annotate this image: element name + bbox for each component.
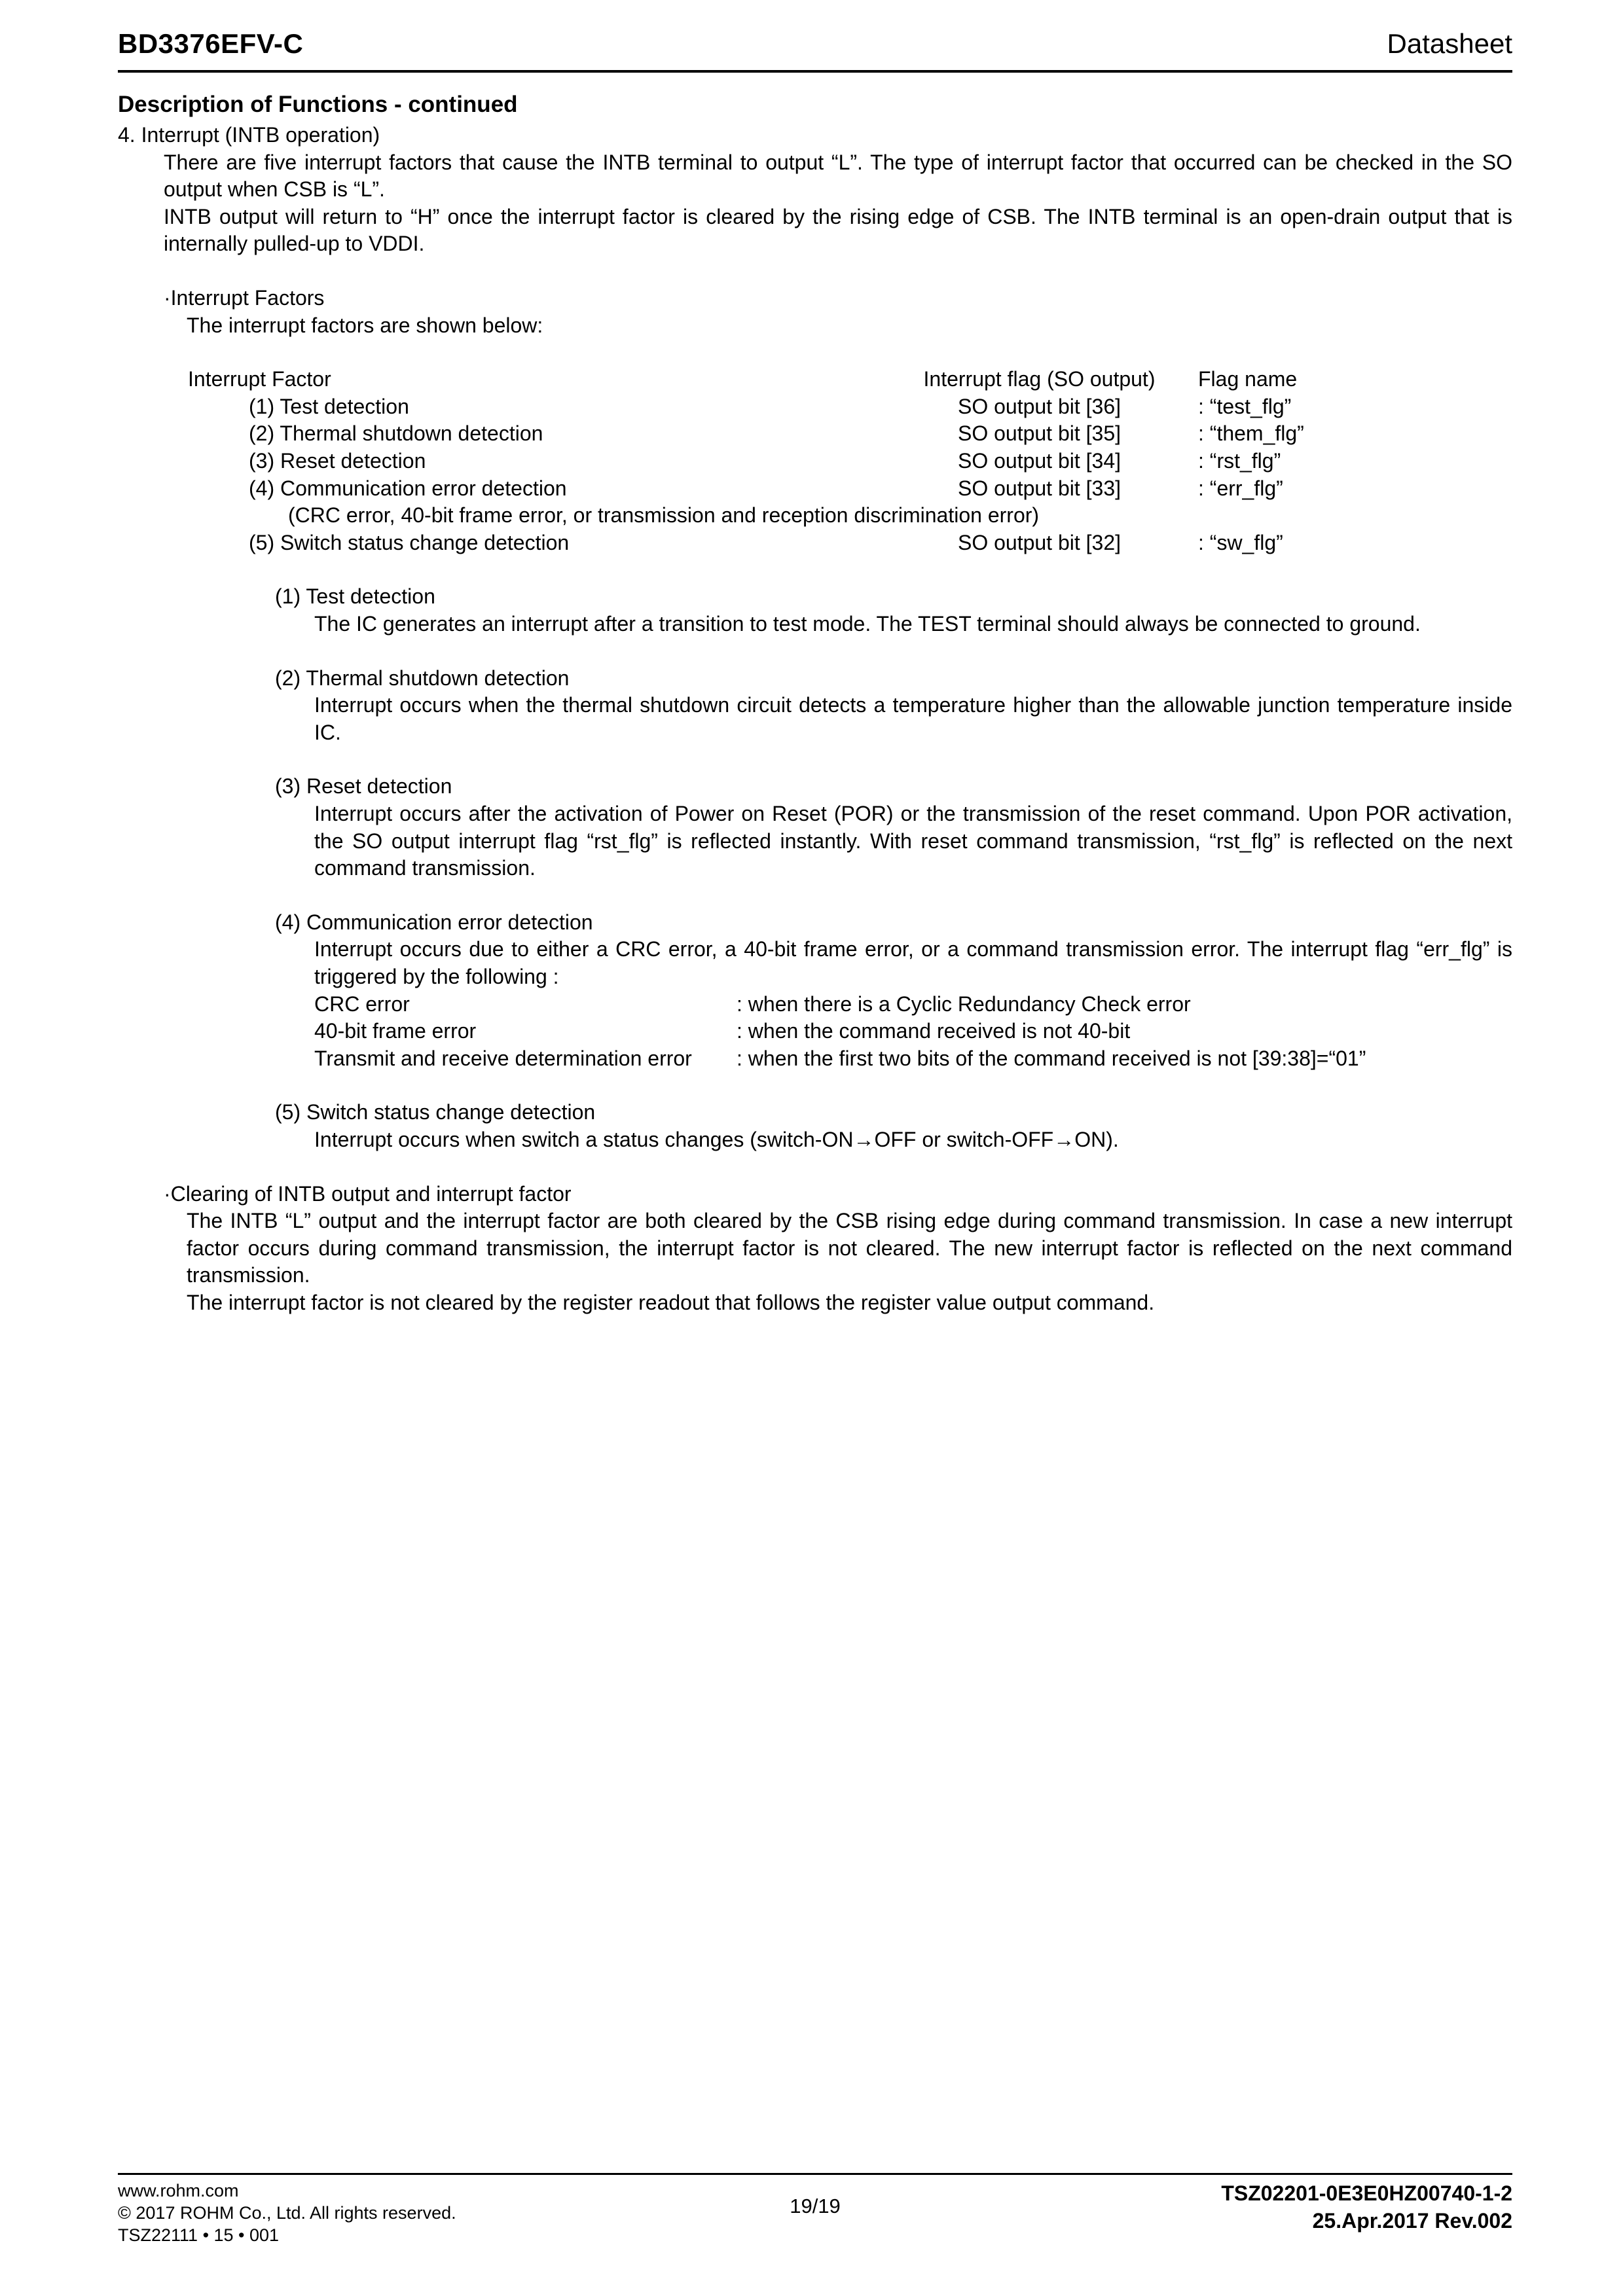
part-number: BD3376EFV-C [118,28,304,59]
intro-paragraph-1: There are five interrupt factors that cause the INTB terminal to output “L”. The type of interrupt factor that occurred can be checked in the SO output when CSB is “L”. [164,150,1512,202]
table-row [188,529,1512,557]
detail-body: Interrupt occurs due to either a CRC error, a 40-bit frame error, or a command transmission error. The interrupt flag “err_flg” is triggered by the following : [314,937,1512,988]
table-row [188,420,1512,448]
interrupt-factors-subheading: The interrupt factors are shown below: [187,313,543,337]
detail-item-3 [118,773,1512,882]
flag-name-cell: : “sw_flg” [1198,530,1283,554]
flag-name-cell: : “err_flg” [1198,476,1283,500]
flag-name-cell: : “test_flg” [1198,394,1292,418]
factor-cell: (4) Communication error detection [249,476,567,500]
flag-name-cell: : “rst_flg” [1198,449,1281,473]
table-row [188,475,1512,503]
error-label: CRC error [314,992,410,1016]
section-item-heading: 4. Interrupt (INTB operation) [118,123,380,147]
page-footer [118,2173,1512,2246]
section-title: Description of Functions - continued [118,91,518,117]
detail-title: (5) Switch status change detection [275,1100,596,1124]
detail-item-2 [118,665,1512,747]
detail-item-5 [118,1099,1512,1153]
column-header-factor: Interrupt Factor [188,367,331,391]
page-content [118,90,1512,1317]
detail-title: (4) Communication error detection [275,910,593,934]
clearing-paragraph-2: The interrupt factor is not cleared by the register readout that follows the register value output command. [187,1290,1155,1314]
flag-cell: SO output bit [33] [957,476,1122,500]
flag-cell: SO output bit [35] [957,422,1122,446]
page-header [118,26,1512,73]
copyright-notice: © 2017 ROHM Co., Ltd. All rights reserved. [118,2202,456,2223]
rohm-website: www.rohm.com [118,2181,239,2200]
factor-note: (CRC error, 40-bit frame error, or transmission and reception discrimination error) [288,503,1040,528]
error-desc: : when there is a Cyclic Redundancy Check error [737,992,1191,1016]
detail-body: Interrupt occurs after the activation of Power on Reset (POR) or the transmission of the reset command. Upon POR activation, the SO output interrupt flag “rst_flg” is reflected instantly. With reset command transmission, “rst_flg” is reflected on the next command transmission. [314,801,1512,880]
page-number: 19/19 [790,2195,841,2217]
table-row [188,393,1512,421]
flag-cell: SO output bit [34] [957,449,1122,473]
document-number: TSZ02201-0E3E0HZ00740-1-2 [1221,2181,1513,2205]
revision-label: 25.Apr.2017 Rev.002 [1312,2208,1513,2233]
detail-item-4 [118,909,1512,1073]
flag-cell: SO output bit [32] [957,530,1122,554]
clearing-heading: ·Clearing of INTB output and interrupt factor [164,1181,572,1206]
detail-item-1 [118,583,1512,637]
detail-title: (2) Thermal shutdown detection [275,666,570,690]
clearing-paragraph-1: The INTB “L” output and the interrupt factor are both cleared by the CSB rising edge during command transmission. In case a new interrupt factor occurs during command transmission, the interrupt factor is not cleared. The new interrupt factor is reflected on the next command transmission. [187,1209,1512,1287]
interrupt-factors-heading: ·Interrupt Factors [164,286,325,310]
detail-title: (3) Reset detection [275,774,452,798]
detail-body: Interrupt occurs when the thermal shutdown circuit detects a temperature higher than the allowable junction temperature inside IC. [314,693,1512,744]
footer-code: TSZ22111 • 15 • 001 [118,2225,280,2245]
error-label: 40-bit frame error [314,1019,477,1043]
flag-name-cell: : “them_flg” [1198,422,1304,446]
detail-title: (1) Test detection [275,584,435,609]
error-desc: : when the first two bits of the command received is not [39:38]=“01” [737,1046,1366,1070]
factor-cell: (1) Test detection [249,394,409,418]
table-row [188,448,1512,475]
error-desc: : when the command received is not 40-bit [737,1019,1131,1043]
factor-cell: (5) Switch status change detection [249,530,570,554]
footer-left-block [118,2180,790,2246]
error-label: Transmit and receive determination error [314,1046,692,1070]
intro-paragraph-2: INTB output will return to “H” once the interrupt factor is cleared by the rising edge of CSB. The INTB terminal is an open-drain output that is internally pulled-up to VDDI. [164,204,1512,256]
clearing-section [118,1181,1512,1317]
interrupt-factors-table [188,366,1512,556]
footer-right-block [841,2180,1512,2234]
detail-body: The IC generates an interrupt after a transition to test mode. The TEST terminal should always be connected to ground. [314,612,1421,636]
table-header-row [188,366,1512,393]
doc-type-label: Datasheet [1387,28,1512,59]
factor-cell: (3) Reset detection [249,449,426,473]
detail-body: Interrupt occurs when switch a status changes (switch-ON→OFF or switch-OFF→ON). [314,1127,1119,1151]
flag-cell: SO output bit [36] [957,394,1122,418]
factor-cell: (2) Thermal shutdown detection [249,422,543,446]
column-header-flag-name: Flag name [1198,367,1298,391]
error-type-list [314,991,1512,1073]
column-header-flag: Interrupt flag (SO output) [923,367,1156,391]
